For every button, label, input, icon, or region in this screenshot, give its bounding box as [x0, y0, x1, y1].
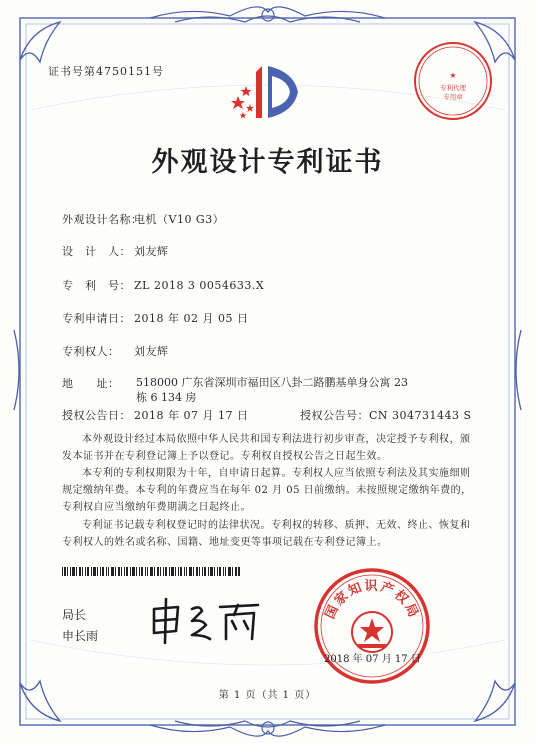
address-value: 518000 广东省深圳市福田区八卦二路鹏基单身公寓 23 栋 6 134 房 [136, 376, 408, 404]
announce-number-label: 授权公告号： [300, 409, 369, 422]
filing-date-row [62, 310, 248, 326]
design-name-label: 外观设计名称： [62, 213, 143, 226]
designer-value: 刘友辉 [134, 245, 169, 258]
patent-number-label: 专 利 号： [62, 279, 131, 292]
certificate-number: 证书号第4750151号 [48, 65, 164, 78]
top-ornament [150, 7, 385, 22]
paragraph-register: 专利证书记载专利权登记时的法律状况。专利权的转移、质押、无效、终止、恢复和专利权人的姓名或名称、国籍、地址变更等事项记载在专利登记簿上。 [62, 520, 471, 548]
announce-number-value: CN 304731443 S [369, 409, 472, 422]
filing-date-label: 专利申请日： [62, 312, 131, 325]
announce-number-row [300, 407, 472, 423]
filing-date-value: 2018 年 02 月 05 日 [134, 312, 249, 325]
designer-row [62, 243, 169, 259]
design-name-row [62, 211, 224, 227]
announce-date-value: 2018 年 07 月 17 日 [134, 409, 249, 422]
page-footer: 第 1 页（共 1 页） [218, 690, 317, 701]
designer-label: 设 计 人： [62, 245, 131, 258]
director-title: 局长 [62, 608, 87, 622]
svg-text:国家知识产权局: 国家知识产权局 [322, 579, 422, 622]
announce-date-label: 授权公告日： [62, 409, 131, 422]
paragraph-grant: 本外观设计经过本局依照中华人民共和国专利法进行初步审查，决定授予专利权，颁发本证书并在专利登记簿上予以登记。专利权自授权公告之日起生效。 [62, 434, 471, 462]
official-seal [312, 566, 432, 686]
patent-number-value: ZL 2018 3 0054633.X [134, 279, 265, 292]
owner-value: 刘友辉 [134, 345, 169, 358]
paragraph-term: 本专利的专利权期限为十年，自申请日起算。专利权人应当依照专利法及其实施细则规定缴纳年费。本专利的年费应当在每年 02 月 05 日前缴纳。未按照规定缴纳年费的，专利权自应当缴纳年费期满之日起终止。 [62, 468, 472, 513]
barcode [62, 567, 240, 576]
announce-date-row [62, 407, 248, 423]
address-label: 地 址： [62, 377, 120, 390]
seal-date: 2018 年 07 月 17 日 [324, 654, 421, 665]
svg-text:专用章: 专用章 [443, 93, 463, 101]
agency-stamp [412, 40, 494, 122]
owner-row [62, 343, 169, 359]
certificate-title: 外观设计专利证书 [151, 147, 384, 178]
bottom-ornament [150, 721, 385, 736]
owner-label: 专利权人： [62, 345, 120, 358]
director-name: 申长雨 [62, 629, 99, 643]
patent-number-row [62, 277, 264, 293]
svg-text:专利代理: 专利代理 [440, 84, 466, 92]
sipo-emblem-icon [228, 62, 306, 124]
handwritten-signature [140, 595, 270, 647]
address-label-row [62, 375, 134, 391]
design-name-value: 电机（V10 G3） [134, 213, 225, 226]
svg-text:★: ★ [449, 71, 457, 80]
